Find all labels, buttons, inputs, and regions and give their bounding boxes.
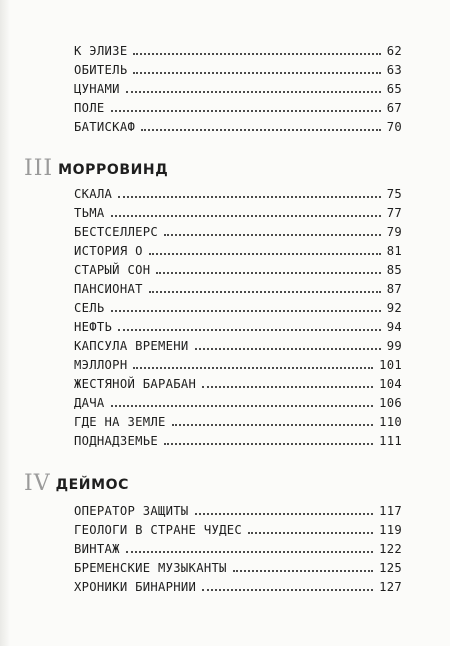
toc-entry-title: ТЬМА [74, 206, 105, 220]
toc-entry[interactable] [74, 500, 402, 518]
toc-entry-page: 122 [379, 542, 402, 556]
toc-entry-page: 87 [386, 282, 402, 296]
dot-leader [118, 196, 381, 198]
section-numeral: IV [24, 471, 51, 496]
section-title: МОРРОВИНД [58, 162, 169, 178]
toc-entry[interactable] [74, 373, 402, 391]
section-title: ДЕЙМОС [55, 477, 130, 493]
toc-entry-title: МЭЛЛОРН [74, 358, 128, 372]
toc-entry-page: 81 [386, 244, 402, 258]
dot-leader [164, 234, 381, 236]
toc-entry[interactable] [74, 576, 402, 594]
toc-entry-page: 106 [379, 396, 402, 410]
toc-entry-page: 111 [379, 434, 402, 448]
dot-leader [202, 386, 373, 388]
toc-entry[interactable] [74, 519, 402, 537]
dot-leader [118, 329, 381, 331]
toc-entry[interactable] [74, 259, 402, 277]
dot-leader [149, 291, 381, 293]
toc-entry-title: ИСТОРИЯ О [74, 244, 143, 258]
toc-entry[interactable] [74, 538, 402, 556]
dot-leader [111, 215, 381, 217]
toc-entry-title: ГЕОЛОГИ В СТРАНЕ ЧУДЕС [74, 523, 243, 537]
toc-entry-page: 101 [379, 358, 402, 372]
toc-entry-title: ГДЕ НА ЗЕМЛЕ [74, 415, 166, 429]
dot-leader [111, 405, 374, 407]
toc-entry[interactable] [74, 392, 402, 410]
toc-entry-title: НЕФТЬ [74, 320, 113, 334]
toc-entry-title: БАТИСКАФ [74, 120, 136, 134]
toc-entry-title: СКАЛА [74, 187, 113, 201]
toc-entry-title: ХРОНИКИ БИНАРНИИ [74, 580, 197, 594]
dot-leader [133, 367, 373, 369]
dot-leader [195, 348, 381, 350]
toc-entry[interactable] [74, 40, 402, 58]
toc-entry-page: 110 [379, 415, 402, 429]
toc-entry[interactable] [74, 430, 402, 448]
toc-entry-title: ДАЧА [74, 396, 105, 410]
toc-entry-title: ОПЕРАТОР ЗАЩИТЫ [74, 504, 189, 518]
toc-entry-page: 65 [386, 82, 402, 96]
dot-leader [126, 91, 381, 93]
toc-entry[interactable] [74, 221, 402, 239]
toc-entry-title: К ЭЛИЗЕ [74, 44, 128, 58]
toc-entry[interactable] [74, 240, 402, 258]
toc-entry-page: 85 [386, 263, 402, 277]
toc-entry[interactable] [74, 297, 402, 315]
page-fold-shadow [0, 0, 10, 646]
toc-entry-title: ЖЕСТЯНОЙ БАРАБАН [74, 377, 197, 391]
dot-leader [126, 551, 373, 553]
toc-entry-title: БЕСТСЕЛЛЕРС [74, 225, 159, 239]
dot-leader [195, 513, 374, 515]
dot-leader [164, 443, 373, 445]
toc-entry-page: 79 [386, 225, 402, 239]
toc-entry-page: 67 [386, 101, 402, 115]
toc-entry-title: КАПСУЛА ВРЕМЕНИ [74, 339, 189, 353]
section-heading[interactable] [24, 469, 129, 495]
toc-entry-page: 75 [386, 187, 402, 201]
dot-leader [111, 310, 381, 312]
toc-entry-title: ОБИТЕЛЬ [74, 63, 128, 77]
toc-entry-page: 62 [386, 44, 402, 58]
toc-entry[interactable] [74, 316, 402, 334]
toc-entry-title: БРЕМЕНСКИЕ МУЗЫКАНТЫ [74, 561, 227, 575]
dot-leader [149, 253, 381, 255]
toc-entry-page: 104 [379, 377, 402, 391]
section-numeral: III [24, 156, 54, 181]
toc-entry[interactable] [74, 278, 402, 296]
toc-entry-page: 94 [386, 320, 402, 334]
toc-entry[interactable] [74, 335, 402, 353]
toc-entry[interactable] [74, 59, 402, 77]
toc-entry-page: 63 [386, 63, 402, 77]
section-heading[interactable] [24, 154, 168, 180]
dot-leader [172, 424, 373, 426]
toc-entry-page: 125 [379, 561, 402, 575]
toc-entry-page: 70 [386, 120, 402, 134]
toc-entry-page: 119 [379, 523, 402, 537]
toc-entry-page: 92 [386, 301, 402, 315]
toc-entry[interactable] [74, 202, 402, 220]
toc-entry[interactable] [74, 116, 402, 134]
toc-entry[interactable] [74, 78, 402, 96]
toc-entry-title: ВИНТАЖ [74, 542, 120, 556]
dot-leader [202, 589, 373, 591]
dot-leader [133, 72, 380, 74]
toc-entry-page: 77 [386, 206, 402, 220]
toc-entry-title: СТАРЫЙ СОН [74, 263, 151, 277]
dot-leader [233, 570, 373, 572]
toc-entry-title: ЦУНАМИ [74, 82, 120, 96]
toc-entry-page: 99 [386, 339, 402, 353]
dot-leader [111, 110, 381, 112]
dot-leader [141, 129, 381, 131]
toc-entry-page: 127 [379, 580, 402, 594]
toc-entry[interactable] [74, 354, 402, 372]
toc-entry-page: 117 [379, 504, 402, 518]
dot-leader [156, 272, 380, 274]
toc-entry-title: ПОДНАДЗЕМЬЕ [74, 434, 159, 448]
dot-leader [133, 53, 380, 55]
dot-leader [248, 532, 373, 534]
toc-entry-title: СЕЛЬ [74, 301, 105, 315]
toc-entry[interactable] [74, 183, 402, 201]
toc-entry-title: ПАНСИОНАТ [74, 282, 143, 296]
toc-entry[interactable] [74, 411, 402, 429]
toc-entry[interactable] [74, 557, 402, 575]
toc-entry-title: ПОЛЕ [74, 101, 105, 115]
toc-entry[interactable] [74, 97, 402, 115]
